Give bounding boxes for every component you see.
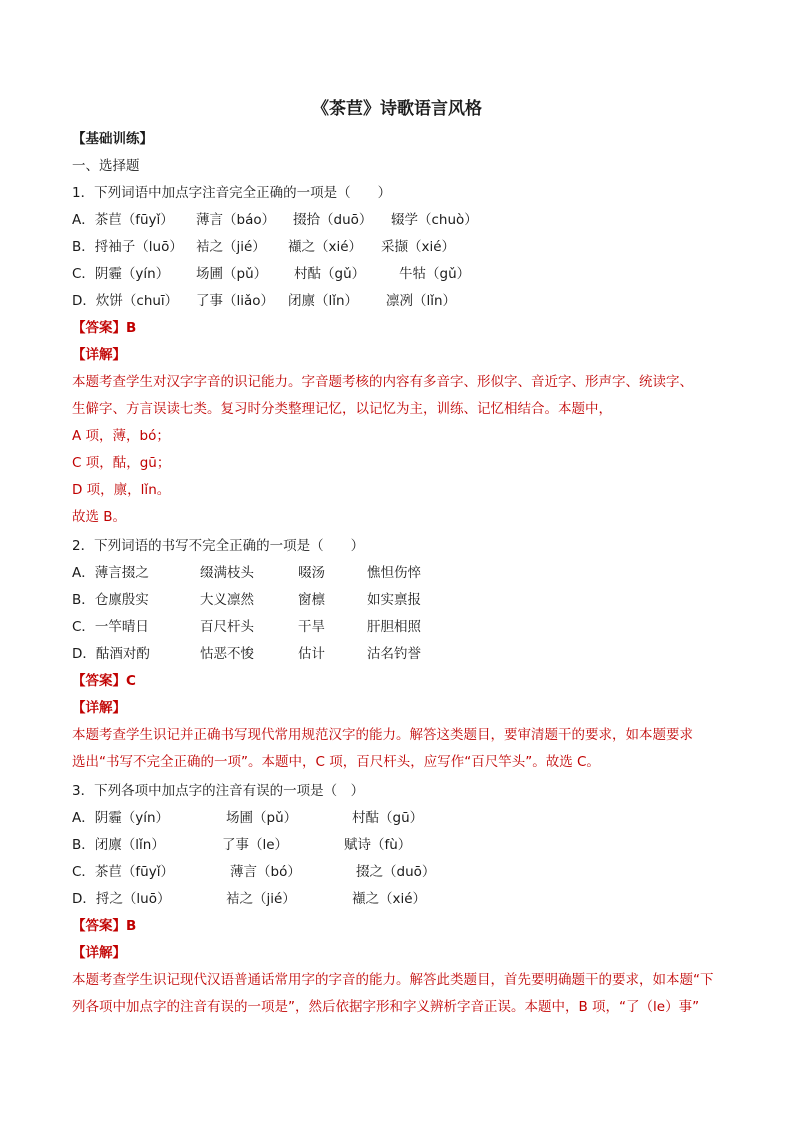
q1-explain-line: A 项，薄，bó； <box>72 428 170 444</box>
q1-option-a-1: A．茶苣（fūyǐ） <box>72 212 174 228</box>
q1-option-c-4: 牛牯（gǔ） <box>399 266 471 282</box>
q3-answer: 【答案】B <box>72 918 137 934</box>
q1-option-c-2: 场圃（pǔ） <box>196 266 268 282</box>
q1-option-b-2: 袺之（jié） <box>196 239 266 255</box>
q3-option-b-2: 了事（le） <box>222 837 289 853</box>
q2-option-c-2: 百尺杆头 <box>200 619 254 635</box>
q3-explain-line: 列各项中加点字的注音有误的一项是”，然后依据字形和字义辨析字音正误。本题中，B 项，“了（le）事” <box>72 999 700 1015</box>
q2-option-c-4: 肝胆相照 <box>367 619 421 635</box>
q2-option-a-3: 啜汤 <box>298 565 325 581</box>
section-heading: 【基础训练】 <box>72 131 153 147</box>
part-heading: 一、选择题 <box>72 158 140 174</box>
q1-option-d-3: 闭廪（lǐn） <box>288 293 359 309</box>
q3-detail-label: 【详解】 <box>72 945 126 961</box>
q2-stem: 2．下列词语的书写不完全正确的一项是（ ） <box>72 538 365 554</box>
q1-explain-line: D 项，廪，lǐn。 <box>72 482 171 498</box>
q3-option-b-1: B．闭廪（lǐn） <box>72 837 165 853</box>
q1-explain-line: 本题考查学生对汉字字音的识记能力。字音题考核的内容有多音字、形似字、音近字、形声字、统读字、 <box>72 374 693 390</box>
q3-option-a-1: A．阴霾（yín） <box>72 810 170 826</box>
q3-option-d-3: 襭之（xié） <box>352 891 427 907</box>
q3-option-d-2: 袺之（jié） <box>226 891 296 907</box>
q2-detail-label: 【详解】 <box>72 700 126 716</box>
q1-option-c-1: C．阴霾（yín） <box>72 266 170 282</box>
q3-option-b-3: 赋诗（fù） <box>344 837 412 853</box>
q1-explain-line: 故选 B。 <box>72 509 127 525</box>
q3-stem: 3．下列各项中加点字的注音有误的一项是（ ） <box>72 783 365 799</box>
q1-option-d-2: 了事（liǎo） <box>196 293 275 309</box>
q2-option-a-1: A．薄言掇之 <box>72 565 149 581</box>
q2-option-b-1: B．仓廪殷实 <box>72 592 149 608</box>
q2-option-d-2: 怙恶不悛 <box>200 646 254 662</box>
q2-option-a-4: 憔怛伤悴 <box>367 565 421 581</box>
q1-explain-line: C 项，酤，gū； <box>72 455 171 471</box>
q1-option-a-4: 辍学（chuò） <box>391 212 478 228</box>
q2-option-d-1: D．酤酒对酌 <box>72 646 150 662</box>
q2-option-c-3: 干旱 <box>298 619 325 635</box>
q1-option-a-3: 掇拾（duō） <box>293 212 373 228</box>
q1-detail-label: 【详解】 <box>72 347 126 363</box>
q3-option-c-3: 掇之（duō） <box>356 864 436 880</box>
q2-option-d-3: 估计 <box>298 646 325 662</box>
q1-option-a-2: 薄言（báo） <box>196 212 276 228</box>
q2-option-b-4: 如实禀报 <box>367 592 421 608</box>
q1-option-b-1: B．捋袖子（luō） <box>72 239 183 255</box>
q2-option-a-2: 缀满枝头 <box>200 565 254 581</box>
q3-option-d-1: D．捋之（luō） <box>72 891 171 907</box>
q1-option-c-3: 村酤（gǔ） <box>294 266 366 282</box>
q2-explain-line: 选出“书写不完全正确的一项”。本题中，C 项，百尺杆头，应写作“百尺竿头”。故选 C。 <box>72 754 600 770</box>
q2-option-c-1: C．一竿晴日 <box>72 619 149 635</box>
q1-stem: 1．下列词语中加点字注音完全正确的一项是（ ） <box>72 185 392 201</box>
q1-answer: 【答案】B <box>72 320 137 336</box>
page-title: 《茶苣》诗歌语言风格 <box>312 99 482 119</box>
q2-option-d-4: 沽名钓誉 <box>367 646 421 662</box>
q3-option-c-1: C．茶苣（fūyǐ） <box>72 864 174 880</box>
q3-option-c-2: 薄言（bó） <box>230 864 301 880</box>
q2-answer: 【答案】C <box>72 673 136 689</box>
q1-option-d-4: 凛冽（lǐn） <box>386 293 457 309</box>
q3-explain-line: 本题考查学生识记现代汉语普通话常用字的字音的能力。解答此类题目，首先要明确题干的要求，如本题“下 <box>72 972 714 988</box>
q1-explain-line: 生僻字、方言误读七类。复习时分类整理记忆，以记忆为主，训练、记忆相结合。本题中， <box>72 401 612 417</box>
q3-option-a-2: 场圃（pǔ） <box>226 810 298 826</box>
q1-option-b-4: 采撷（xié） <box>381 239 456 255</box>
q1-option-d-1: D．炊饼（chuī） <box>72 293 179 309</box>
q2-option-b-2: 大义凛然 <box>200 592 254 608</box>
q2-explain-line: 本题考查学生识记并正确书写现代常用规范汉字的能力。解答这类题目，要审清题干的要求，如本题要求 <box>72 727 693 743</box>
q3-option-a-3: 村酤（gū） <box>352 810 424 826</box>
q2-option-b-3: 窗檩 <box>298 592 325 608</box>
q1-option-b-3: 襭之（xié） <box>288 239 363 255</box>
